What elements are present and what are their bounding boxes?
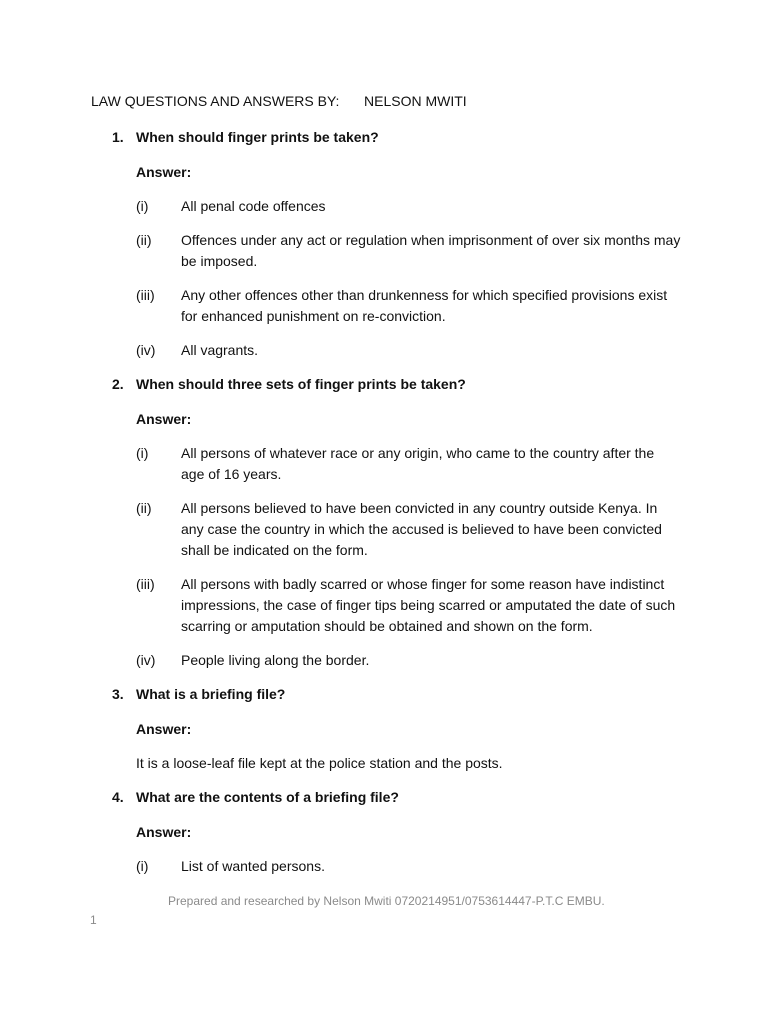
- item-number: (iv): [136, 342, 156, 358]
- item-text: All vagrants.: [181, 342, 259, 358]
- answer-label: Answer:: [136, 164, 192, 180]
- question-number: 1.: [112, 129, 124, 145]
- answer-label: Answer:: [136, 411, 192, 427]
- question-title: [0, 127, 768, 147]
- question-number: 3.: [112, 686, 124, 702]
- document-header: [91, 93, 467, 109]
- item-text: All persons believed to have been convicted in any country outside Kenya. In any case the country in which the accused is believed to have been convicted shall be indicated on the form.: [181, 500, 662, 558]
- question-title: [0, 787, 768, 807]
- item-number: (i): [136, 445, 149, 461]
- item-text: All persons with badly scarred or whose finger for some reason have indistinct impressions, the case of finger tips being scarred or amputated the date of such scarring or amputation should be obtained and shown on the form.: [181, 576, 676, 634]
- list-item: [0, 230, 768, 272]
- item-text: All persons of whatever race or any origin, who came to the country after the age of 16 years.: [181, 445, 655, 482]
- question-1: [0, 127, 768, 361]
- item-number: (i): [136, 858, 149, 874]
- list-item: [0, 574, 768, 637]
- question-title: [0, 684, 768, 704]
- answer-label: Answer:: [136, 721, 192, 737]
- page-number: 1: [90, 913, 97, 927]
- list-item: [0, 498, 768, 561]
- list-item: [0, 443, 768, 485]
- item-text: List of wanted persons.: [181, 858, 325, 874]
- question-3: [0, 684, 768, 773]
- item-text: People living along the border.: [181, 652, 370, 668]
- list-item: [0, 340, 768, 361]
- question-number: 2.: [112, 376, 124, 392]
- question-4: [0, 787, 768, 877]
- question-text: What is a briefing file?: [136, 686, 286, 702]
- question-2: [0, 374, 768, 671]
- question-text: When should finger prints be taken?: [136, 129, 379, 145]
- item-text: All penal code offences: [181, 198, 326, 214]
- item-text: Any other offences other than drunkenness for which specified provisions exist for enhanced punishment on re-conviction.: [181, 287, 668, 324]
- list-item: [0, 196, 768, 217]
- header-author: NELSON MWITI: [364, 93, 467, 109]
- question-number: 4.: [112, 789, 124, 805]
- document-content: [0, 127, 768, 890]
- answer-text: It is a loose-leaf file kept at the police station and the posts.: [136, 755, 503, 771]
- item-number: (ii): [136, 232, 152, 248]
- item-number: (iv): [136, 652, 156, 668]
- list-item: [0, 650, 768, 671]
- item-text: Offences under any act or regulation when imprisonment of over six months may be imposed.: [181, 232, 681, 269]
- header-title: LAW QUESTIONS AND ANSWERS BY:: [91, 93, 340, 109]
- list-item: [0, 856, 768, 877]
- list-item: [0, 285, 768, 327]
- answer-label: Answer:: [136, 824, 192, 840]
- item-number: (iii): [136, 287, 155, 303]
- item-number: (i): [136, 198, 149, 214]
- question-text: What are the contents of a briefing file?: [136, 789, 399, 805]
- question-text: When should three sets of finger prints be taken?: [136, 376, 466, 392]
- item-number: (ii): [136, 500, 152, 516]
- question-title: [0, 374, 768, 394]
- page-footer: Prepared and researched by Nelson Mwiti 0720214951/0753614447-P.T.C EMBU.: [168, 894, 605, 908]
- item-number: (iii): [136, 576, 155, 592]
